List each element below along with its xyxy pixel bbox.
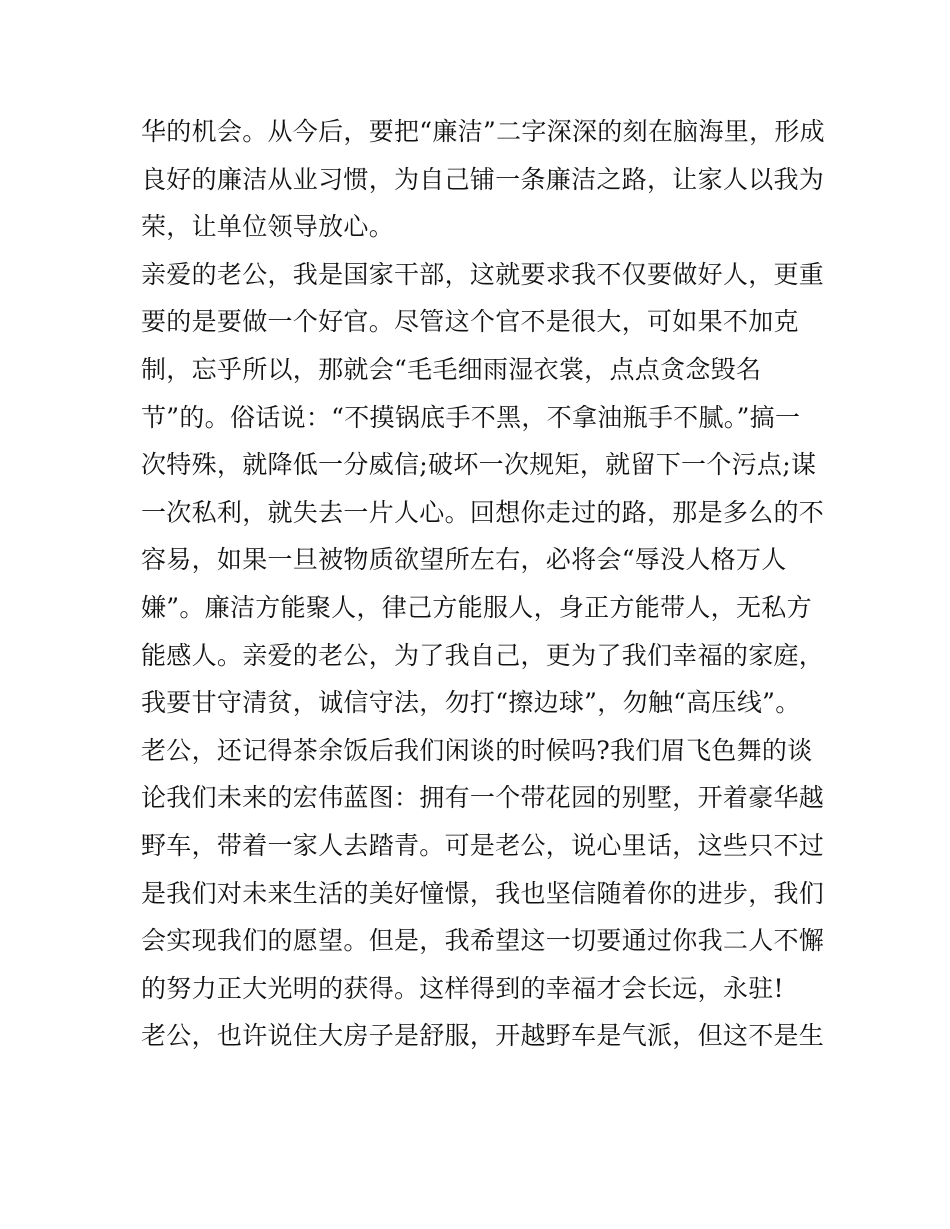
body-text bbox=[141, 108, 825, 1060]
text-line: 的努力正大光明的获得。这样得到的幸福才会长远，永驻! bbox=[141, 973, 784, 1003]
text-line: 论我们未来的宏伟蓝图：拥有一个带花园的别墅，开着豪华越 bbox=[141, 783, 825, 813]
text-line: 节”的。俗话说：“不摸锅底手不黑，不拿油瓶手不腻。”搞一 bbox=[141, 402, 801, 432]
text-line: 良好的廉洁从业习惯，为自己铺一条廉洁之路，让家人以我为 bbox=[141, 164, 825, 194]
text-line: 亲爱的老公，我是国家干部，这就要求我不仅要做好人，更重 bbox=[141, 259, 825, 289]
text-line: 老公，还记得茶余饭后我们闲谈的时候吗?我们眉飞色舞的谈 bbox=[141, 735, 813, 765]
text-line: 是我们对未来生活的美好憧憬，我也坚信随着你的进步，我们 bbox=[141, 878, 825, 908]
text-line: 会实现我们的愿望。但是，我希望这一切要通过你我二人不懈 bbox=[141, 926, 825, 956]
text-line: 老公，也许说住大房子是舒服，开越野车是气派，但这不是生 bbox=[141, 1021, 825, 1051]
text-line: 次特殊，就降低一分威信;破坏一次规矩，就留下一个污点;谋 bbox=[141, 450, 817, 480]
text-line: 华的机会。从今后，要把“廉洁”二字深深的刻在脑海里，形成 bbox=[141, 117, 825, 146]
text-line: 嫌”。廉洁方能聚人，律己方能服人，身正方能带人，无私方 bbox=[141, 592, 812, 622]
text-line: 容易，如果一旦被物质欲望所左右，必将会“辱没人格万人 bbox=[141, 545, 787, 575]
text-line: 荣，让单位领导放心。 bbox=[141, 212, 395, 242]
text-line: 制，忘乎所以，那就会“毛毛细雨湿衣裳，点点贪念毁名 bbox=[141, 354, 762, 384]
text-line: 我要甘守清贫，诚信守法，勿打“擦边球”，勿触“高压线”。 bbox=[141, 688, 801, 718]
text-line: 要的是要做一个好官。尽管这个官不是很大，可如果不加克 bbox=[141, 307, 799, 337]
text-line: 能感人。亲爱的老公，为了我自己，更为了我们幸福的家庭， bbox=[141, 640, 825, 670]
text-line: 一次私利，就失去一片人心。回想你走过的路，那是多么的不 bbox=[141, 497, 825, 527]
text-line: 野车，带着一家人去踏青。可是老公，说心里话，这些只不过 bbox=[141, 830, 825, 860]
